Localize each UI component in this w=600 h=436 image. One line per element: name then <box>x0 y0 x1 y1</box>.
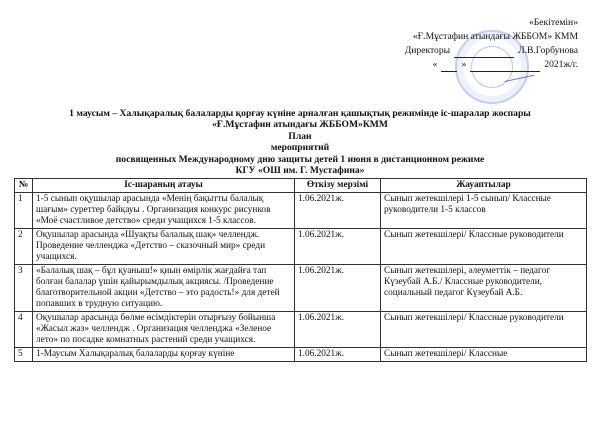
row-responsible: Сынып жетекшілері/ Классные руководители <box>381 312 587 348</box>
approval-position: Директоры <box>404 45 451 56</box>
approval-org: «Ғ.Мұстафин атындағы ЖББОМ» КММ <box>412 31 578 42</box>
row-event: 1-Маусым Халықаралық балаларды қорғау күніне <box>33 348 295 362</box>
row-num: 5 <box>15 348 33 362</box>
title-ru-school: КГУ «ОШ им. Г. Мустафина» <box>235 165 365 177</box>
row-responsible: Сынып жетекшілері/ Классные <box>381 348 587 362</box>
date-quote-close: » <box>461 59 467 70</box>
row-date: 1.06.2021ж. <box>295 348 381 362</box>
row-num: 3 <box>15 265 33 312</box>
signature-line <box>454 44 514 58</box>
title-kz-school: «Ғ.Мұстафин атындағы ЖББОМ»КММ <box>212 119 388 131</box>
table-row <box>15 348 587 362</box>
row-num: 4 <box>15 312 33 348</box>
date-quote-open: « <box>432 59 438 70</box>
row-date: 1.06.2021ж. <box>295 229 381 265</box>
header-date: Өткізу мерзімі <box>295 179 381 193</box>
row-date: 1.06.2021ж. <box>295 265 381 312</box>
approval-director-row <box>363 44 578 58</box>
row-num: 2 <box>15 229 33 265</box>
approval-year: 2021ж/г. <box>544 59 578 70</box>
day-blank <box>441 58 457 72</box>
header-num: № <box>15 179 33 193</box>
row-event: Оқушылар арасында бөлме өсімдіктерін отырғызу бойынша «Жасыл жаз» челлендж . Организация челленджа «Зеленое лето» по посадке комнатных растений среди учащихся. <box>33 312 295 348</box>
title-events: мероприятий <box>270 142 330 154</box>
row-date: 1.06.2021ж. <box>295 193 381 229</box>
row-event: 1-5 сынып оқушылар арасында «Менің бақытты балалық шағым» суреттер байқауы . Организация конкурс рисунков «Моё счастливое детство» среди учащихся 1-5 классов. <box>33 193 295 229</box>
table-row <box>15 193 587 229</box>
row-event: «Балалық шақ – бұл қуаныш!» қиын өмірлік жағдайға тап болған балалар үшін қайырымдылық акциясы. /Проведение благотворительной акции «Детство – это радость!» для детей попавших в трудную ситуацию. <box>33 265 295 312</box>
row-num: 1 <box>15 193 33 229</box>
header-name: Іс-шараның атауы <box>33 179 295 193</box>
title-ru-line: посвященных Международному дню защиты детей 1 июня в дистанционном режиме <box>115 153 485 165</box>
document-titles <box>0 108 600 176</box>
month-blank <box>470 58 540 72</box>
approval-block <box>363 16 578 72</box>
table-row <box>15 229 587 265</box>
row-date: 1.06.2021ж. <box>295 312 381 348</box>
row-event: Оқушылар арасында «Шуақты балалық шақ» челлендж. Проведение челленджа «Детство – сказочный мир» среди учащихся. <box>33 229 295 265</box>
approval-label: «Бекітемін» <box>528 17 578 28</box>
row-responsible: Сынып жетекшілері/ Классные руководители <box>381 229 587 265</box>
events-table <box>14 178 587 362</box>
table-row <box>15 265 587 312</box>
title-kz-line: 1 маусым – Халықаралық балаларды қорғау күніне арналған қашықтық режимінде іс-шаралар жоспары <box>69 108 531 119</box>
row-responsible: Сынып жетекшілері, әлеуметтік – педагог Күзеубай А.Б./ Классные руководители, социальный педагог Күзеубай А.Б. <box>381 265 587 312</box>
table-header-row <box>15 179 587 193</box>
title-plan: План <box>288 130 312 142</box>
header-responsible: Жауаптылар <box>381 179 587 193</box>
row-responsible: Сынып жетекшілері 1-5 сынып/ Классные руководители 1-5 классов <box>381 193 587 229</box>
approval-name: Л.В.Горбунова <box>518 45 578 56</box>
approval-date-row <box>363 58 578 72</box>
table-row <box>15 312 587 348</box>
